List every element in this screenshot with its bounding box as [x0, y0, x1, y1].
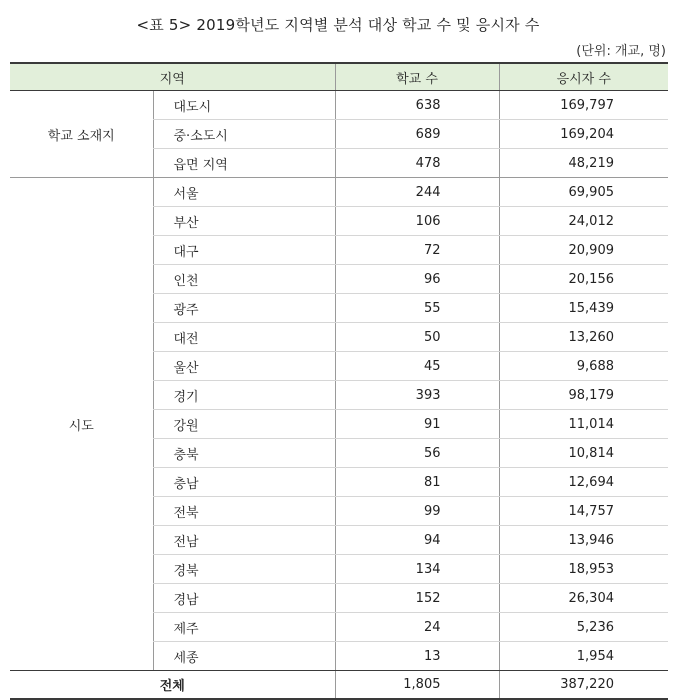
table-title: <표 5> 2019학년도 지역별 분석 대상 학교 수 및 응시자 수: [136, 16, 540, 34]
school-count: 72: [335, 236, 499, 265]
applicant-count: 5,236: [499, 613, 668, 642]
table-body: [10, 91, 668, 700]
row-name: 전북: [153, 497, 335, 526]
row-name: 광주: [153, 294, 335, 323]
applicant-count: 15,439: [499, 294, 668, 323]
row-name: 서울: [153, 178, 335, 207]
school-count: 152: [335, 584, 499, 613]
row-name: 충북: [153, 439, 335, 468]
school-count: 134: [335, 555, 499, 584]
row-name: 대구: [153, 236, 335, 265]
group-label: 학교 소재지: [10, 91, 153, 178]
applicant-count: 12,694: [499, 468, 668, 497]
unit-note: (단위: 개교, 명): [576, 44, 666, 59]
school-count: 106: [335, 207, 499, 236]
row-name: 울산: [153, 352, 335, 381]
total-applicants: 387,220: [499, 671, 668, 700]
row-name: 경기: [153, 381, 335, 410]
school-count: 96: [335, 265, 499, 294]
row-name: 세종: [153, 642, 335, 671]
school-count: 478: [335, 149, 499, 178]
school-count: 99: [335, 497, 499, 526]
school-count: 55: [335, 294, 499, 323]
school-count: 689: [335, 120, 499, 149]
header-region: 지역: [10, 63, 335, 91]
applicant-count: 13,946: [499, 526, 668, 555]
row-name: 충남: [153, 468, 335, 497]
school-count: 50: [335, 323, 499, 352]
school-count: 13: [335, 642, 499, 671]
row-name: 경남: [153, 584, 335, 613]
school-count: 45: [335, 352, 499, 381]
row-name: 제주: [153, 613, 335, 642]
school-count: 244: [335, 178, 499, 207]
school-count: 638: [335, 91, 499, 120]
table-row: [10, 91, 668, 120]
applicant-count: 26,304: [499, 584, 668, 613]
row-name: 전남: [153, 526, 335, 555]
applicant-count: 1,954: [499, 642, 668, 671]
applicant-count: 169,204: [499, 120, 668, 149]
applicant-count: 10,814: [499, 439, 668, 468]
applicant-count: 169,797: [499, 91, 668, 120]
group-label: 시도: [10, 178, 153, 671]
table-row: [10, 178, 668, 207]
row-name: 강원: [153, 410, 335, 439]
applicant-count: 11,014: [499, 410, 668, 439]
applicant-count: 24,012: [499, 207, 668, 236]
applicant-count: 13,260: [499, 323, 668, 352]
school-count: 91: [335, 410, 499, 439]
row-name: 읍면 지역: [153, 149, 335, 178]
row-name: 대전: [153, 323, 335, 352]
data-table: [10, 62, 668, 700]
applicant-count: 98,179: [499, 381, 668, 410]
applicant-count: 20,156: [499, 265, 668, 294]
row-name: 인천: [153, 265, 335, 294]
header-schools: 학교 수: [335, 63, 499, 91]
total-schools: 1,805: [335, 671, 499, 700]
header-applicants: 응시자 수: [499, 63, 668, 91]
row-name: 중·소도시: [153, 120, 335, 149]
school-count: 81: [335, 468, 499, 497]
applicant-count: 14,757: [499, 497, 668, 526]
school-count: 56: [335, 439, 499, 468]
row-name: 부산: [153, 207, 335, 236]
total-row: [10, 671, 668, 700]
applicant-count: 9,688: [499, 352, 668, 381]
applicant-count: 20,909: [499, 236, 668, 265]
header-row: [10, 63, 668, 91]
applicant-count: 69,905: [499, 178, 668, 207]
row-name: 경북: [153, 555, 335, 584]
total-label: 전체: [10, 671, 335, 700]
school-count: 24: [335, 613, 499, 642]
applicant-count: 48,219: [499, 149, 668, 178]
row-name: 대도시: [153, 91, 335, 120]
school-count: 393: [335, 381, 499, 410]
applicant-count: 18,953: [499, 555, 668, 584]
school-count: 94: [335, 526, 499, 555]
